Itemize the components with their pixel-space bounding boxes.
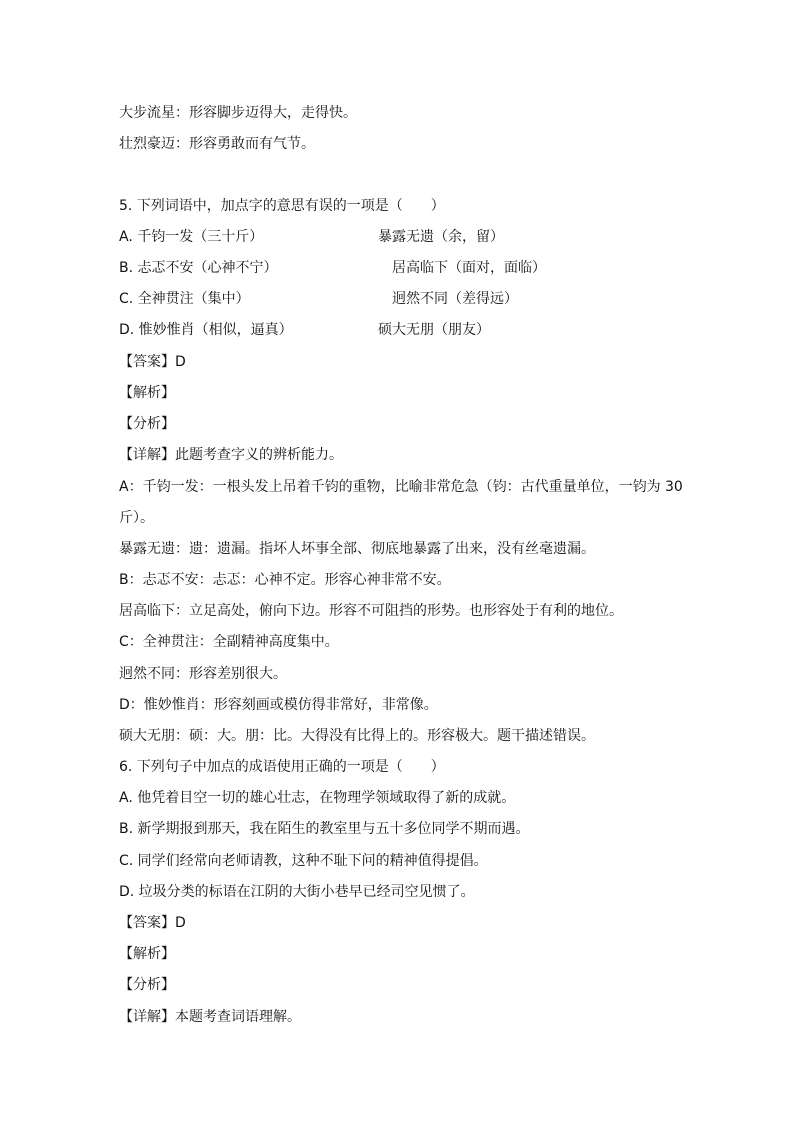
q5-option-b-left: B. 忐忑不安（心神不宁） [119, 260, 278, 276]
q5-option-d-left: D. 惟妙惟肖（相似，逼真） [119, 322, 293, 338]
q5-stem: 5. 下列词语中，加点字的意思有误的一项是（ ） [119, 198, 445, 214]
intro-line-1: 大步流星：形容脚步迈得大，走得快。 [119, 105, 357, 121]
q5-expl-line: C：全神贯注：全副精神高度集中。 [119, 634, 339, 650]
q5-expl-line: 斤）。 [119, 510, 154, 526]
q5-fenxi: 【分析】 [119, 416, 175, 432]
q6-option-d: D. 垃圾分类的标语在江阴的大街小巷早已经司空见惯了。 [119, 884, 475, 900]
q6-jiexi: 【解析】 [119, 946, 175, 962]
q5-option-c-left: C. 全神贯注（集中） [119, 291, 250, 307]
q5-expl-line: 硕大无朋：硕：大。朋：比。大得没有比得上的。形容极大。题干描述错误。 [119, 728, 595, 744]
q5-jiexi: 【解析】 [119, 385, 175, 401]
q5-expl-line: A：千钧一发：一根头发上吊着千钧的重物，比喻非常危急（钧：古代重量单位，一钧为 30 [119, 479, 683, 495]
q5-option-a-left: A. 千钧一发（三十斤） [119, 229, 264, 245]
q5-answer: 【答案】D [119, 354, 186, 370]
q6-option-c: C. 同学们经常向老师请教，这种不耻下问的精神值得提倡。 [119, 853, 488, 869]
q6-answer: 【答案】D [119, 915, 186, 931]
q6-fenxi: 【分析】 [119, 977, 175, 993]
q5-expl-line: D：惟妙惟肖：形容刻画或模仿得非常好，非常像。 [119, 697, 438, 713]
q6-detail: 【详解】本题考查词语理解。 [119, 1009, 301, 1025]
q5-option-c-right: 迥然不同（差得远） [392, 291, 518, 307]
q5-expl-line: 迥然不同：形容差别很大。 [119, 666, 287, 682]
q6-option-a: A. 他凭着目空一切的雄心壮志，在物理学领域取得了新的成就。 [119, 790, 516, 806]
q5-option-d-right: 硕大无朋（朋友） [378, 322, 490, 338]
intro-line-2: 壮烈豪迈：形容勇敢而有气节。 [119, 136, 315, 152]
q5-option-b-right: 居高临下（面对，面临） [392, 260, 546, 276]
q5-expl-line: 居高临下：立足高处，俯向下边。形容不可阻挡的形势。也形容处于有利的地位。 [119, 603, 623, 619]
q5-option-a-right: 暴露无遗（余，留） [378, 229, 504, 245]
q5-expl-line: B：忐忑不安：忐忑：心神不定。形容心神非常不安。 [119, 572, 451, 588]
q6-option-b: B. 新学期报到那天，我在陌生的教室里与五十多位同学不期而遇。 [119, 821, 530, 837]
q5-expl-line: 暴露无遗：遗：遗漏。指坏人坏事全部、彻底地暴露了出来，没有丝毫遗漏。 [119, 541, 595, 557]
q5-detail: 【详解】此题考查字义的辨析能力。 [119, 447, 343, 463]
q6-stem: 6. 下列句子中加点的成语使用正确的一项是（ ） [119, 759, 445, 775]
